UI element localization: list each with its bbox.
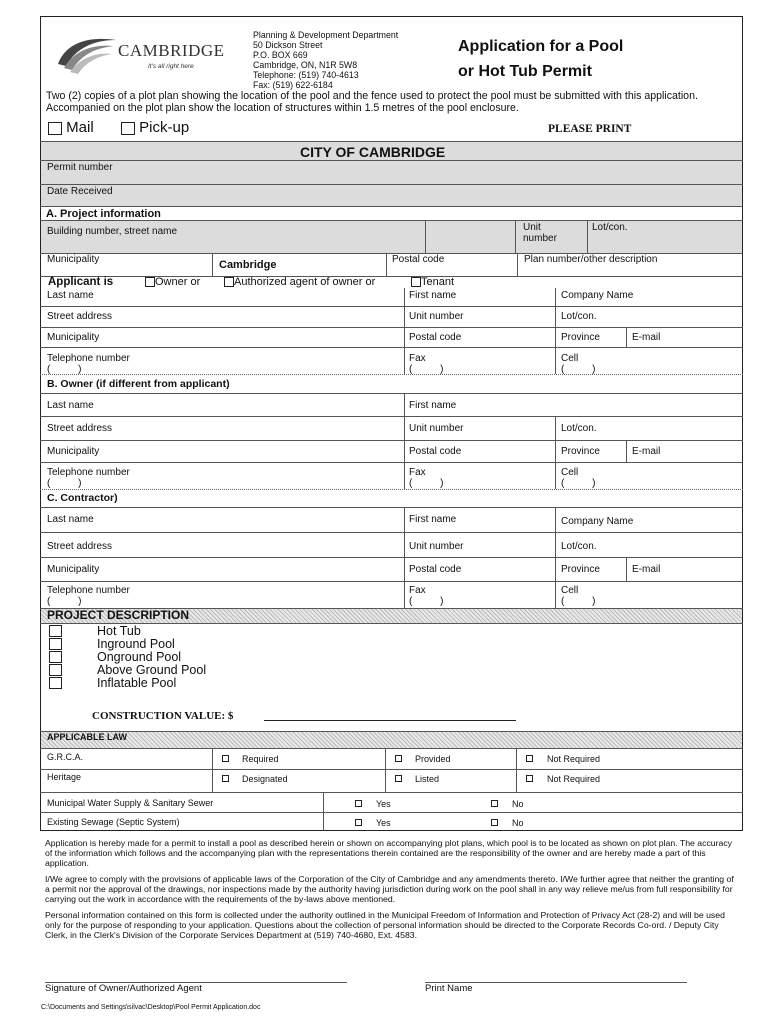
inflatable-pool-label: Inflatable Pool [97,676,177,690]
water-no-checkbox[interactable] [491,800,498,807]
heritage-designated-checkbox[interactable] [222,775,229,782]
divider [40,623,743,624]
contractor-company-label: Company Name [561,516,634,527]
applicant-first-name-label: First name [409,290,457,301]
applicant-lotcon-label: Lot/con. [561,311,597,322]
pickup-label: Pick-up [139,119,190,136]
divider [555,416,556,489]
divider [40,206,743,207]
divider [40,347,743,348]
above-ground-pool-label: Above Ground Pool [97,663,207,677]
divider [515,220,516,253]
grca-required-label: Required [242,754,279,764]
divider [626,440,627,462]
owner-postal-label: Postal code [409,446,462,457]
owner-fax-paren: ( ) [409,478,444,489]
owner-cell-paren: ( ) [561,478,596,489]
heritage-listed-checkbox[interactable] [395,775,402,782]
construction-value-label: CONSTRUCTION VALUE: $ [92,710,234,722]
owner-cell-label: Cell [561,467,579,478]
grca-not-required-label: Not Required [547,754,601,764]
owner-fax-label: Fax [409,467,426,478]
divider [40,748,743,749]
form-title-line2: or Hot Tub Permit [458,63,592,80]
divider [212,253,213,276]
privacy-statement: Personal information contained on this form is collected under the authority outlined in the Municipal Freedom of Information and Protection of Privacy Act (28-2) and will be used only for the purpose of responding to your application. Questions about the collection of personal information should be directed to the Corporate Records Co-ord. / Deputy City Clerk, in the Clerk's Division of the Corporate Services Department at (519) 740-4680, Ext. 4583. [45,910,725,940]
address-line: Fax: (519) 622-6184 [253,80,333,90]
construction-value-field[interactable] [264,720,516,721]
logo-tagline: It's all right here [148,63,194,70]
owner-province-label: Province [561,446,600,457]
septic-label: Existing Sewage (Septic System) [47,817,180,827]
owner-option[interactable] [145,276,200,288]
applicant-fax-paren: ( ) [409,364,444,375]
project-description-title: PROJECT DESCRIPTION [47,608,190,622]
inground-pool-label: Inground Pool [97,637,175,651]
applicant-street-label: Street address [47,311,113,322]
contractor-last-name-label: Last name [47,514,94,525]
applicable-law-header [41,731,742,748]
divider [40,440,743,441]
above-ground-pool-checkbox[interactable] [49,664,62,676]
applicant-is-label: Applicant is [48,276,114,288]
form-frame [40,16,743,831]
contractor-cell-label: Cell [561,585,579,596]
divider [516,748,517,792]
owner-street-label: Street address [47,423,113,434]
mail-label: Mail [66,119,94,136]
signature-label: Signature of Owner/Authorized Agent [45,983,202,994]
owner-telephone-paren: ( ) [47,478,82,489]
applicant-cell-label: Cell [561,353,579,364]
contractor-fax-label: Fax [409,585,426,596]
divider [40,489,743,490]
divider [40,306,743,307]
logo-word: CAMBRIDGE [118,41,225,60]
date-received-label: Date Received [47,186,113,197]
owner-label: Owner or [155,276,201,288]
section-b-title: B. Owner (if different from applicant) [47,378,230,390]
municipality-label: Municipality [47,254,100,265]
department-address [253,30,398,90]
address-line: 50 Dickson Street [253,40,323,50]
file-path: C:\Documents and Settings\silvac\Desktop\Pool Permit Application.doc [41,1004,261,1011]
applicant-telephone-label: Telephone number [47,353,130,364]
divider [404,393,405,489]
applicant-email-label: E-mail [632,332,661,343]
divider [40,462,743,463]
applicant-company-label: Company Name [561,290,634,301]
lotcon-label: Lot/con. [592,222,628,233]
contractor-fax-paren: ( ) [409,596,444,607]
applicant-telephone-paren: ( ) [47,364,82,375]
divider [40,812,743,813]
tenant-checkbox[interactable] [411,277,421,287]
please-print-note: PLEASE PRINT [548,123,632,135]
mail-option[interactable] [48,119,94,136]
divider [40,557,743,558]
contractor-lotcon-label: Lot/con. [561,541,597,552]
heritage-not-required-label: Not Required [547,774,601,784]
divider [587,220,588,253]
divider [40,220,743,221]
onground-pool-checkbox[interactable] [49,651,62,663]
divider [40,792,743,793]
applicant-fax-label: Fax [409,353,426,364]
applicant-unit-label: Unit number [409,311,464,322]
septic-yes-checkbox[interactable] [355,819,362,826]
address-line: Planning & Development Department [253,30,399,40]
water-supply-label: Municipal Water Supply & Sanitary Sewer [47,798,214,808]
contractor-province-label: Province [561,564,600,575]
owner-unit-label: Unit number [409,423,464,434]
grca-provided-label: Provided [415,754,451,764]
onground-pool-label: Onground Pool [97,650,182,664]
owner-email-label: E-mail [632,446,661,457]
address-line: Cambridge, ON, N1R 5W8 [253,60,358,70]
municipality-value: Cambridge [219,259,277,271]
water-no-label: No [512,799,524,809]
applicant-cell-paren: ( ) [561,364,596,375]
divider [40,581,743,582]
heritage-designated-label: Designated [242,774,288,784]
divider [425,220,426,253]
building-label: Building number, street name [47,226,178,237]
owner-first-name-label: First name [409,400,457,411]
divider [40,507,743,508]
contractor-first-name-label: First name [409,514,457,525]
septic-no-checkbox[interactable] [491,819,498,826]
tenant-label: Tenant [421,276,455,288]
address-line: Telephone: (519) 740-4613 [253,70,359,80]
heritage-label: Heritage [47,772,82,782]
applicant-last-name-label: Last name [47,290,94,301]
inground-pool-checkbox[interactable] [49,638,62,650]
contractor-unit-label: Unit number [409,541,464,552]
applicant-province-label: Province [561,332,600,343]
divider [386,253,387,276]
divider [40,769,743,770]
owner-checkbox[interactable] [145,277,155,287]
divider [40,160,743,161]
section-a-title: A. Project information [46,208,161,220]
permit-number-label: Permit number [47,162,113,173]
divider [40,731,743,732]
unit-label: Unit [523,222,541,233]
agent-label: Authorized agent of owner or [234,276,376,288]
section-c-title: C. Contractor) [47,492,118,504]
address-line: P.O. BOX 669 [253,50,308,60]
divider [555,288,556,374]
grca-not-required-checkbox[interactable] [526,755,533,762]
applicable-law-title: APPLICABLE LAW [47,732,127,742]
agent-option[interactable] [224,276,375,288]
hot-tub-checkbox[interactable] [49,625,62,637]
divider [40,327,743,328]
hot-tub-label: Hot Tub [97,624,141,638]
divider [212,748,213,792]
contractor-email-label: E-mail [632,564,661,575]
owner-municipality-label: Municipality [47,446,100,457]
divider [40,532,743,533]
divider [626,557,627,581]
divider [40,393,743,394]
septic-no-label: No [512,818,524,828]
applicant-municipality-label: Municipality [47,332,100,343]
grca-required-checkbox[interactable] [222,755,229,762]
owner-last-name-label: Last name [47,400,94,411]
print-name-label: Print Name [425,983,473,994]
agent-checkbox[interactable] [224,277,234,287]
intro-text: Two (2) copies of a plot plan showing the location of the pool and the fence used to protect the pool must be submitted with this application. Accompanied on the plot plan show the location of structures within 1.5 metres of the pool enclosure. [46,90,698,114]
divider [40,416,743,417]
heritage-not-required-checkbox[interactable] [526,775,533,782]
unit-number-label: number [523,233,557,244]
plan-number-label: Plan number/other description [524,254,658,265]
owner-telephone-label: Telephone number [47,467,130,478]
divider [40,184,743,185]
water-yes-checkbox[interactable] [355,800,362,807]
tenant-option[interactable] [411,276,454,288]
mail-checkbox[interactable] [48,122,62,135]
applicant-postal-label: Postal code [409,332,462,343]
contractor-municipality-label: Municipality [47,564,100,575]
compliance-statement: I/We agree to comply with the provisions of applicable laws of the Corporation of the City of Cambridge and any amendments thereto. I/We further agree that neither the granting of a permit nor the approval of the drawings, nor inspections made by the authority having jurisdiction during work on the pool shall in any way relieve me/us from full responsibility for carrying out the work in accordance with the requirements of the by-laws above mentioned. [45,874,734,904]
pickup-option[interactable] [121,119,189,136]
postal-code-label: Postal code [392,254,445,265]
pickup-checkbox[interactable] [121,122,135,135]
city-title: CITY OF CAMBRIDGE [300,144,446,160]
divider [626,327,627,347]
divider [40,374,743,375]
contractor-postal-label: Postal code [409,564,462,575]
owner-lotcon-label: Lot/con. [561,423,597,434]
contractor-telephone-paren: ( ) [47,596,82,607]
contractor-cell-paren: ( ) [561,596,596,607]
septic-yes-label: Yes [376,818,391,828]
divider [517,253,518,276]
water-yes-label: Yes [376,799,391,809]
contractor-telephone-label: Telephone number [47,585,130,596]
divider [404,288,405,374]
grca-label: G.R.C.A. [47,752,84,762]
inflatable-pool-checkbox[interactable] [49,677,62,689]
grca-provided-checkbox[interactable] [395,755,402,762]
form-title-line1: Application for a Pool [458,38,624,55]
contractor-street-label: Street address [47,541,113,552]
application-statement: Application is hereby made for a permit to install a pool as described herein or shown on accompanying plot plans, which pool is to be located as shown on plot plan. The accuracy of the information which follows and the accompanying plan with the representations therein contained are the responsibility of the owner and are hereby made a part of this application. [45,838,733,868]
heritage-listed-label: Listed [415,774,440,784]
divider [385,748,386,792]
